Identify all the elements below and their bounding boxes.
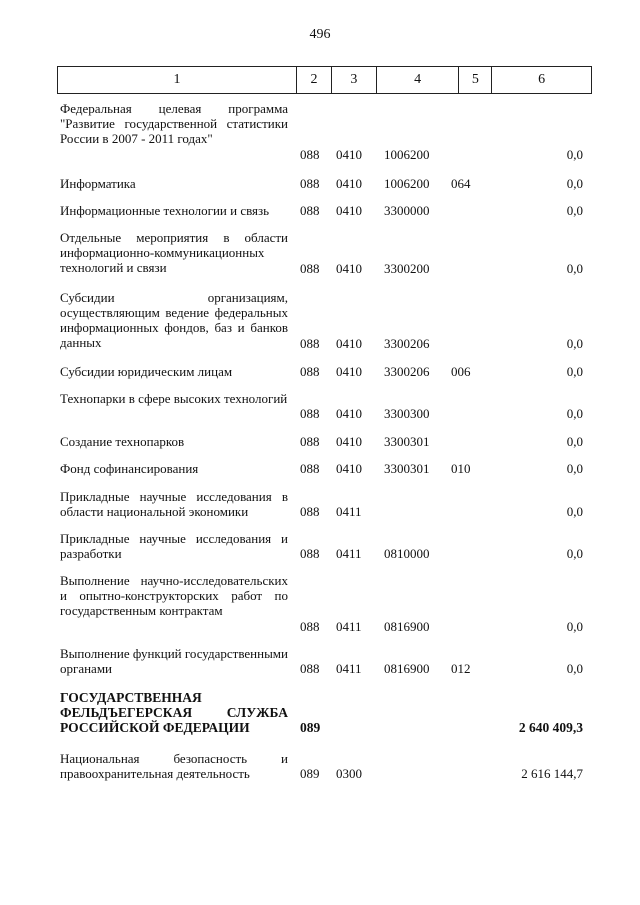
row-amount: 0,0 [566,461,583,476]
row-chapter: 088 [300,147,320,162]
table-row [0,489,640,521]
row-name: Информационные технологии и связь [60,203,270,218]
row-type: 006 [451,364,471,379]
row-name: Прикладные научные исследования в области национальной экономики [60,489,288,519]
table-row [0,646,640,678]
row-name: Выполнение функций государственными органами [60,646,288,676]
table-header [57,66,592,94]
row-type: 010 [451,461,471,476]
row-target: 0810000 [384,546,430,561]
row-target: 0816900 [384,661,430,676]
row-chapter: 088 [300,203,320,218]
row-chapter: 088 [300,619,320,634]
column-header-4: 4 [377,67,460,93]
row-type: 064 [451,176,471,191]
row-section: 0411 [336,661,362,676]
row-target: 1006200 [384,176,430,191]
table-row [0,364,640,380]
row-section: 0410 [336,336,362,351]
row-chapter: 088 [300,364,320,379]
row-target: 1006200 [384,147,430,162]
row-amount: 0,0 [566,336,583,351]
column-header-6: 6 [538,72,546,87]
row-name: Федеральная целевая программа "Развитие государственной статистики России в 2007 - 2011 годах" [60,101,288,146]
row-section: 0410 [336,406,362,421]
table-row [0,531,640,563]
row-section: 0410 [336,203,362,218]
row-name: Национальная безопасность и правоохранительная деятельность [60,751,288,781]
row-chapter: 088 [300,661,320,676]
table-row [0,573,640,635]
table-row [0,690,640,738]
row-name: Информатика [60,176,136,191]
row-chapter: 088 [300,461,320,476]
row-name: Выполнение научно-исследовательских и опытно-конструкторских работ по государственным контрактам [60,573,288,618]
row-chapter: 088 [300,434,320,449]
row-target: 3300000 [384,203,430,218]
table-row [0,290,640,352]
column-header-1: 1 [58,67,297,93]
row-chapter: 088 [300,336,320,351]
column-header-2: 2 [297,67,332,93]
table-row [0,751,640,783]
table-row [0,391,640,423]
row-section: 0411 [336,504,362,519]
row-amount: 0,0 [566,619,583,634]
row-amount: 2 640 409,3 [518,720,583,735]
row-chapter: 088 [300,546,320,561]
row-type: 012 [451,661,471,676]
row-amount: 0,0 [566,504,583,519]
row-name: Создание технопарков [60,434,185,449]
row-section: 0410 [336,434,362,449]
row-name: Субсидии организациям, осуществляющим ведение федеральных информационных фондов, баз и банков данных [60,290,288,350]
page-number: 496 [309,27,331,42]
row-amount: 0,0 [566,434,583,449]
row-chapter: 088 [300,176,320,191]
row-amount: 0,0 [566,176,583,191]
row-chapter: 088 [300,504,320,519]
row-section: 0410 [336,261,362,276]
row-section: 0411 [336,619,362,634]
row-amount: 0,0 [566,147,583,162]
row-name: ГОСУДАРСТВЕННАЯ ФЕЛЬДЪЕГЕРСКАЯ СЛУЖБА РОССИЙСКОЙ ФЕДЕРАЦИИ [60,690,288,735]
row-section: 0410 [336,147,362,162]
row-name: Фонд софинансирования [60,461,199,476]
row-name: Технопарки в сфере высоких технологий [60,391,288,406]
row-name: Прикладные научные исследования и разработки [60,531,288,561]
row-target: 3300206 [384,364,430,379]
row-chapter: 088 [300,261,320,276]
row-amount: 0,0 [566,661,583,676]
row-target: 3300301 [384,461,430,476]
column-header-5: 5 [459,67,492,93]
row-target: 3300300 [384,406,430,421]
row-section: 0300 [336,766,362,781]
row-chapter: 088 [300,406,320,421]
row-section: 0411 [336,546,362,561]
row-amount: 0,0 [566,406,583,421]
row-amount: 0,0 [566,261,583,276]
table-row [0,434,640,450]
row-target: 3300200 [384,261,430,276]
row-amount: 0,0 [566,203,583,218]
table-row [0,176,640,192]
row-amount: 0,0 [566,546,583,561]
row-target: 3300301 [384,434,430,449]
row-name: Субсидии юридическим лицам [60,364,233,379]
row-chapter: 089 [300,720,321,735]
table-row [0,461,640,477]
row-target: 0816900 [384,619,430,634]
row-section: 0410 [336,176,362,191]
row-amount: 0,0 [566,364,583,379]
table-row [0,101,640,163]
table-row [0,230,640,278]
row-name: Отдельные мероприятия в области информационно-коммуникационных технологий и связи [60,230,288,275]
row-section: 0410 [336,364,362,379]
table-row [0,203,640,219]
column-header-3: 3 [332,67,377,93]
row-amount: 2 616 144,7 [521,766,583,781]
row-section: 0410 [336,461,362,476]
row-target: 3300206 [384,336,430,351]
row-chapter: 089 [300,766,320,781]
